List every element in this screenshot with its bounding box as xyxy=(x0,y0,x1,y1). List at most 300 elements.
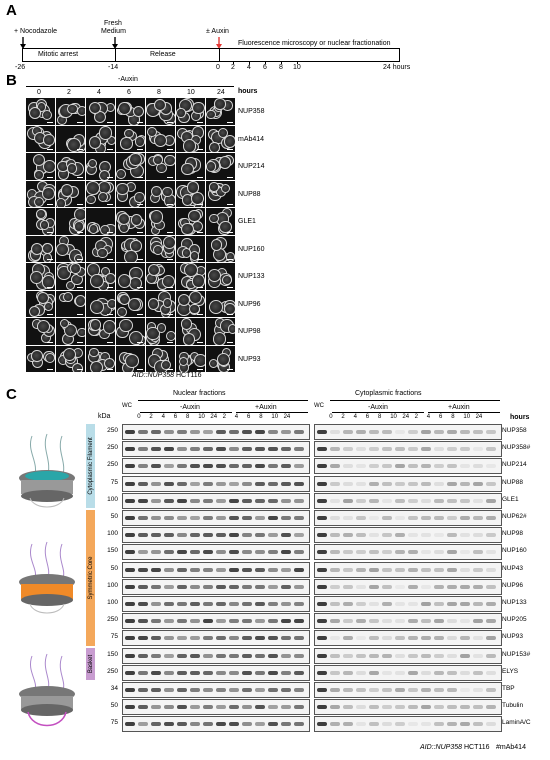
band xyxy=(177,499,187,503)
condition-label: -Auxin xyxy=(118,76,138,83)
lane-label: 6 xyxy=(439,414,443,420)
cell xyxy=(34,170,44,179)
band xyxy=(255,602,265,606)
band xyxy=(330,619,340,623)
band xyxy=(473,602,483,606)
band xyxy=(255,447,265,451)
band xyxy=(151,568,161,572)
lane-label: 10 xyxy=(271,414,279,420)
lane-label: 6 xyxy=(247,414,251,420)
band xyxy=(294,568,304,572)
band xyxy=(421,550,431,554)
band xyxy=(460,499,470,503)
band xyxy=(382,447,392,451)
band xyxy=(125,482,135,486)
band xyxy=(486,636,496,640)
band xyxy=(294,619,304,623)
band xyxy=(317,688,327,692)
band xyxy=(203,722,213,726)
band xyxy=(190,482,200,486)
scale-bar xyxy=(137,342,143,343)
band xyxy=(330,568,340,572)
band xyxy=(395,464,405,468)
lane-label: 10 xyxy=(198,414,205,420)
band xyxy=(125,705,135,709)
fresh-medium-label-2: Medium xyxy=(101,28,126,35)
band xyxy=(229,654,239,658)
band xyxy=(151,482,161,486)
cell xyxy=(90,361,103,372)
band xyxy=(138,722,148,726)
band xyxy=(151,688,161,692)
band xyxy=(268,654,278,658)
tick-label: 2 xyxy=(231,64,235,71)
cell xyxy=(119,319,132,332)
scale-bar xyxy=(77,122,83,123)
timepoint-label: 8 xyxy=(157,89,161,96)
band xyxy=(216,447,226,451)
band xyxy=(138,516,148,520)
band xyxy=(473,688,483,692)
scale-bar xyxy=(137,232,143,233)
band xyxy=(281,464,291,468)
band xyxy=(190,671,200,675)
band xyxy=(460,705,470,709)
band xyxy=(421,654,431,658)
band xyxy=(294,499,304,503)
timepoint-label: 0 xyxy=(37,89,41,96)
band xyxy=(473,533,483,537)
band xyxy=(138,464,148,468)
cell xyxy=(72,363,83,372)
band xyxy=(447,602,457,606)
cell xyxy=(221,184,231,194)
scale-bar xyxy=(197,149,203,150)
band xyxy=(434,568,444,572)
micrograph xyxy=(86,291,115,318)
band xyxy=(330,705,340,709)
tick-label: -26 xyxy=(15,64,26,71)
scale-bar xyxy=(167,122,173,123)
scale-bar xyxy=(227,122,233,123)
kda-marker: 250 xyxy=(107,461,118,469)
band xyxy=(177,516,187,520)
band xyxy=(460,585,470,589)
band xyxy=(203,447,213,451)
band xyxy=(203,654,213,658)
band xyxy=(434,447,444,451)
band xyxy=(434,482,444,486)
band xyxy=(177,568,187,572)
band xyxy=(460,430,470,434)
minus-auxin-label: -Auxin xyxy=(368,404,388,411)
micrograph xyxy=(26,153,55,180)
band xyxy=(369,464,379,468)
band xyxy=(177,464,187,468)
scale-bar xyxy=(77,204,83,205)
scale-bar xyxy=(77,232,83,233)
band xyxy=(151,654,161,658)
band xyxy=(242,654,252,658)
timepoint-label: 4 xyxy=(97,89,101,96)
scale-bar xyxy=(107,259,113,260)
band xyxy=(177,688,187,692)
band xyxy=(395,671,405,675)
band xyxy=(190,602,200,606)
nuclear-blot xyxy=(122,493,310,509)
cell xyxy=(43,134,55,146)
micrograph xyxy=(206,346,235,373)
band xyxy=(138,688,148,692)
cytoplasmic-blot xyxy=(314,476,502,492)
cell xyxy=(30,271,43,284)
band xyxy=(151,550,161,554)
band xyxy=(281,516,291,520)
micrograph xyxy=(176,236,205,263)
band xyxy=(356,550,366,554)
band xyxy=(434,516,444,520)
micrograph xyxy=(26,236,55,263)
lane-label: WC xyxy=(314,403,324,409)
band xyxy=(216,722,226,726)
band xyxy=(395,585,405,589)
band xyxy=(434,688,444,692)
stain-label: NUP358 xyxy=(238,108,265,115)
band xyxy=(151,619,161,623)
band xyxy=(317,671,327,675)
cell xyxy=(31,243,43,255)
band xyxy=(229,447,239,451)
cell xyxy=(181,223,194,235)
band xyxy=(356,482,366,486)
cell xyxy=(128,298,141,311)
cell xyxy=(98,192,108,202)
band xyxy=(395,516,405,520)
nuclear-blot xyxy=(122,458,310,474)
band xyxy=(203,568,213,572)
band xyxy=(317,654,327,658)
band xyxy=(408,671,418,675)
scale-bar xyxy=(137,369,143,370)
band xyxy=(294,430,304,434)
band xyxy=(369,688,379,692)
cell xyxy=(89,224,99,234)
band xyxy=(421,430,431,434)
release-label: Release xyxy=(150,51,176,58)
cell xyxy=(217,353,230,366)
scale-bar xyxy=(47,232,53,233)
band xyxy=(203,585,213,589)
band xyxy=(164,705,174,709)
band xyxy=(369,671,379,675)
band xyxy=(369,619,379,623)
band xyxy=(369,533,379,537)
band xyxy=(460,516,470,520)
scale-bar xyxy=(137,177,143,178)
band xyxy=(434,602,444,606)
band xyxy=(242,602,252,606)
kda-marker: 250 xyxy=(107,616,118,624)
band xyxy=(408,722,418,726)
band xyxy=(473,671,483,675)
micrograph xyxy=(176,208,205,235)
band xyxy=(317,516,327,520)
band xyxy=(203,430,213,434)
band xyxy=(460,533,470,537)
micrograph xyxy=(56,181,85,208)
band xyxy=(216,533,226,537)
band xyxy=(460,688,470,692)
nuclear-blot xyxy=(122,476,310,492)
band xyxy=(268,688,278,692)
protein-label: TBP xyxy=(502,685,515,692)
lane-label: WC xyxy=(122,403,132,409)
band xyxy=(242,636,252,640)
panel-label-c: C xyxy=(6,386,17,403)
band xyxy=(330,499,340,503)
band xyxy=(294,447,304,451)
cell xyxy=(134,192,145,203)
band xyxy=(164,568,174,572)
cell xyxy=(222,275,232,285)
lane-label: 10 xyxy=(390,414,397,420)
band xyxy=(421,688,431,692)
cell xyxy=(166,331,175,341)
fresh-medium-label-1: Fresh xyxy=(104,20,122,27)
band xyxy=(190,499,200,503)
band xyxy=(229,722,239,726)
cell xyxy=(135,136,145,147)
band xyxy=(203,482,213,486)
band xyxy=(255,550,265,554)
band xyxy=(229,705,239,709)
band xyxy=(317,568,327,572)
band xyxy=(242,671,252,675)
band xyxy=(369,722,379,726)
scale-bar xyxy=(197,259,203,260)
scale-bar xyxy=(197,314,203,315)
band xyxy=(216,705,226,709)
band xyxy=(356,619,366,623)
micrograph xyxy=(176,346,205,373)
nuclear-blot xyxy=(122,630,310,646)
band xyxy=(473,482,483,486)
band xyxy=(434,585,444,589)
band xyxy=(343,516,353,520)
band xyxy=(138,482,148,486)
micrograph xyxy=(206,263,235,290)
band xyxy=(242,430,252,434)
cell xyxy=(119,294,131,306)
band xyxy=(369,654,379,658)
cell xyxy=(61,184,73,196)
band xyxy=(330,585,340,589)
stain-label: NUP98 xyxy=(238,328,261,335)
band xyxy=(281,585,291,589)
band xyxy=(164,447,174,451)
npc-schematic-basket-icon xyxy=(12,652,82,742)
kda-marker: 50 xyxy=(110,702,118,710)
band xyxy=(421,447,431,451)
protein-label: NUP62# xyxy=(502,513,527,520)
scale-bar xyxy=(47,149,53,150)
band xyxy=(138,585,148,589)
scale-bar xyxy=(137,259,143,260)
band xyxy=(473,585,483,589)
cell xyxy=(99,126,112,139)
band xyxy=(177,619,187,623)
cytoplasmic-title: Cytoplasmic fractions xyxy=(355,390,422,397)
band xyxy=(486,447,496,451)
band xyxy=(486,585,496,589)
band xyxy=(294,464,304,468)
band xyxy=(369,585,379,589)
band xyxy=(294,722,304,726)
band xyxy=(486,550,496,554)
band xyxy=(177,654,187,658)
micrograph xyxy=(146,181,175,208)
lane-label: 6 xyxy=(173,414,178,420)
cell xyxy=(209,300,223,314)
band xyxy=(255,705,265,709)
micrograph xyxy=(56,98,85,125)
scale-bar xyxy=(47,204,53,205)
band xyxy=(434,705,444,709)
band xyxy=(356,636,366,640)
band xyxy=(281,688,291,692)
cell xyxy=(226,252,235,262)
kda-marker: 34 xyxy=(110,685,118,692)
cell xyxy=(209,214,219,224)
band xyxy=(151,499,161,503)
scale-bar xyxy=(107,204,113,205)
band xyxy=(125,688,135,692)
band xyxy=(486,482,496,486)
scale-bar xyxy=(167,259,173,260)
band xyxy=(125,516,135,520)
cell xyxy=(74,221,85,232)
band xyxy=(382,464,392,468)
protein-label: NUP96 xyxy=(502,581,523,589)
nuclear-blot xyxy=(122,613,310,629)
scale-bar xyxy=(227,204,233,205)
band xyxy=(447,516,457,520)
cell xyxy=(228,324,235,333)
band xyxy=(125,568,135,572)
band xyxy=(408,654,418,658)
band xyxy=(382,705,392,709)
band xyxy=(242,585,252,589)
cell xyxy=(89,102,101,114)
band xyxy=(317,585,327,589)
band xyxy=(395,499,405,503)
band xyxy=(294,482,304,486)
micrograph xyxy=(146,263,175,290)
cell xyxy=(45,353,55,363)
band xyxy=(434,430,444,434)
band xyxy=(382,722,392,726)
scale-bar xyxy=(167,342,173,343)
band xyxy=(486,654,496,658)
protein-label: NUP98 xyxy=(502,530,523,538)
cell xyxy=(133,106,144,117)
band xyxy=(177,430,187,434)
band xyxy=(255,499,265,503)
band xyxy=(177,705,187,709)
band xyxy=(408,550,418,554)
band xyxy=(125,533,135,537)
band xyxy=(164,619,174,623)
band xyxy=(138,499,148,503)
band xyxy=(125,722,135,726)
scale-bar xyxy=(197,232,203,233)
band xyxy=(216,671,226,675)
band xyxy=(421,516,431,520)
band xyxy=(317,533,327,537)
cell xyxy=(183,139,197,152)
band xyxy=(281,482,291,486)
band xyxy=(125,619,135,623)
band xyxy=(317,482,327,486)
band xyxy=(268,568,278,572)
scale-bar xyxy=(137,122,143,123)
micrograph xyxy=(86,318,115,345)
cytoplasmic-blot xyxy=(314,665,502,681)
band xyxy=(382,550,392,554)
cell xyxy=(153,155,163,165)
band xyxy=(460,654,470,658)
band xyxy=(151,464,161,468)
band xyxy=(281,705,291,709)
band xyxy=(125,654,135,658)
cell xyxy=(86,181,100,195)
band xyxy=(408,464,418,468)
band xyxy=(281,447,291,451)
band xyxy=(343,585,353,589)
band xyxy=(408,482,418,486)
nuclear-blot xyxy=(122,716,310,732)
micrograph xyxy=(56,153,85,180)
band xyxy=(434,722,444,726)
band xyxy=(460,636,470,640)
band xyxy=(151,722,161,726)
band xyxy=(460,568,470,572)
lane-label: 10 xyxy=(463,414,471,420)
band xyxy=(294,602,304,606)
band xyxy=(447,482,457,486)
band xyxy=(447,585,457,589)
band xyxy=(229,533,239,537)
micrograph xyxy=(176,153,205,180)
band xyxy=(294,705,304,709)
protein-label: NUP88 xyxy=(502,478,523,486)
panel-label-a: A xyxy=(6,2,17,19)
micrograph xyxy=(56,346,85,373)
band xyxy=(281,550,291,554)
tick-label: 10 xyxy=(293,64,301,71)
band xyxy=(343,705,353,709)
micrograph xyxy=(86,263,115,290)
cytoplasmic-blot xyxy=(314,527,502,543)
lane-label: 8 xyxy=(259,414,263,420)
band xyxy=(268,516,278,520)
band xyxy=(421,568,431,572)
band xyxy=(447,705,457,709)
cytoplasmic-blot xyxy=(314,424,502,440)
band xyxy=(330,688,340,692)
stain-label: mAb414 xyxy=(238,135,265,143)
band xyxy=(164,430,174,434)
